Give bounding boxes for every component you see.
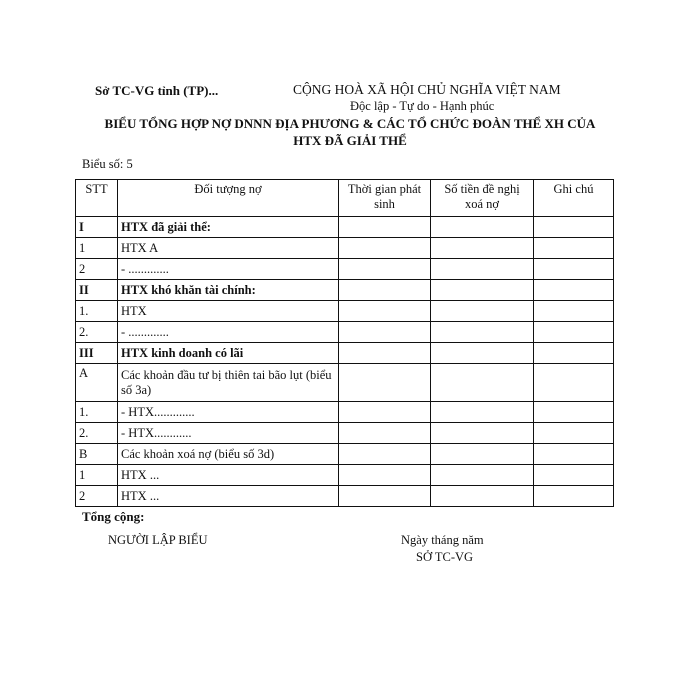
date-line: Ngày tháng năm	[401, 533, 484, 547]
row-arising-time	[339, 343, 431, 364]
row-arising-time	[339, 364, 431, 402]
debt-summary-table	[75, 179, 614, 507]
row-notes	[534, 343, 614, 364]
row-writeoff-amount	[431, 259, 534, 280]
preparer-signature-label: NGƯỜI LẬP BIỂU	[108, 533, 208, 547]
row-debtor: - HTX.............	[118, 402, 339, 423]
total-label: Tổng cộng:	[82, 509, 145, 524]
table-row	[76, 486, 614, 507]
table-row	[76, 364, 614, 402]
table-row	[76, 301, 614, 322]
row-debtor: HTX	[118, 301, 339, 322]
row-debtor: HTX A	[118, 238, 339, 259]
table-row	[76, 465, 614, 486]
document-title-line-1: BIỂU TỔNG HỢP NỢ DNNN ĐỊA PHƯƠNG & CÁC TỔ CHỨC ĐOÀN THỂ XH CỦA	[104, 116, 596, 131]
row-arising-time	[339, 238, 431, 259]
row-notes	[534, 217, 614, 238]
row-arising-time	[339, 217, 431, 238]
national-motto: Độc lập - Tự do - Hạnh phúc	[350, 99, 495, 113]
row-debtor: HTX đã giải thể:	[118, 217, 339, 238]
department-name: Sở TC-VG tỉnh (TP)...	[95, 83, 219, 98]
row-stt: 1	[76, 238, 118, 259]
column-header-debtor: Đối tượng nợ	[118, 180, 339, 217]
table-row	[76, 322, 614, 343]
table-row	[76, 444, 614, 465]
row-arising-time	[339, 444, 431, 465]
row-debtor: Các khoản đầu tư bị thiên tai bão lụt (biểu số 3a)	[118, 364, 339, 402]
row-notes	[534, 238, 614, 259]
row-stt: II	[76, 280, 118, 301]
row-stt: III	[76, 343, 118, 364]
row-debtor: HTX kinh doanh có lãi	[118, 343, 339, 364]
row-stt: A	[76, 364, 118, 402]
row-writeoff-amount	[431, 423, 534, 444]
table-row	[76, 280, 614, 301]
row-debtor: - .............	[118, 322, 339, 343]
column-header-writeoff-amount: Số tiền đề nghị xoá nợ	[431, 180, 534, 217]
row-writeoff-amount	[431, 465, 534, 486]
row-stt: 1.	[76, 402, 118, 423]
row-arising-time	[339, 465, 431, 486]
row-stt: 1.	[76, 301, 118, 322]
row-notes	[534, 423, 614, 444]
row-writeoff-amount	[431, 238, 534, 259]
form-number: Biểu số: 5	[82, 157, 133, 171]
country-name: CỘNG HOÀ XÃ HỘI CHỦ NGHĨA VIỆT NAM	[293, 82, 561, 97]
row-stt: 2.	[76, 322, 118, 343]
row-stt: 2	[76, 486, 118, 507]
row-notes	[534, 259, 614, 280]
row-notes	[534, 301, 614, 322]
row-arising-time	[339, 280, 431, 301]
row-debtor: - HTX............	[118, 423, 339, 444]
row-writeoff-amount	[431, 280, 534, 301]
row-debtor: HTX ...	[118, 465, 339, 486]
row-writeoff-amount	[431, 444, 534, 465]
row-arising-time	[339, 486, 431, 507]
row-notes	[534, 364, 614, 402]
row-writeoff-amount	[431, 402, 534, 423]
row-writeoff-amount	[431, 343, 534, 364]
row-writeoff-amount	[431, 217, 534, 238]
row-stt: 1	[76, 465, 118, 486]
table-row	[76, 423, 614, 444]
row-writeoff-amount	[431, 322, 534, 343]
row-arising-time	[339, 301, 431, 322]
column-header-notes: Ghi chú	[534, 180, 614, 217]
row-notes	[534, 322, 614, 343]
row-stt: B	[76, 444, 118, 465]
table-row	[76, 343, 614, 364]
row-debtor: - .............	[118, 259, 339, 280]
table-row	[76, 402, 614, 423]
row-arising-time	[339, 259, 431, 280]
table-row	[76, 259, 614, 280]
row-writeoff-amount	[431, 486, 534, 507]
row-debtor: HTX ...	[118, 486, 339, 507]
column-header-arising-time: Thời gian phát sinh	[339, 180, 431, 217]
row-writeoff-amount	[431, 364, 534, 402]
document-title-line-2: HTX ĐÃ GIẢI THỂ	[293, 133, 407, 148]
column-header-stt: STT	[76, 180, 118, 217]
row-arising-time	[339, 402, 431, 423]
row-notes	[534, 280, 614, 301]
row-writeoff-amount	[431, 301, 534, 322]
table-row	[76, 238, 614, 259]
table-row	[76, 217, 614, 238]
row-notes	[534, 486, 614, 507]
row-arising-time	[339, 322, 431, 343]
row-debtor: Các khoản xoá nợ (biểu số 3d)	[118, 444, 339, 465]
table-header-row	[76, 180, 614, 217]
row-stt: 2.	[76, 423, 118, 444]
organization-signature-label: SỞ TC-VG	[416, 550, 474, 564]
row-debtor: HTX khó khăn tài chính:	[118, 280, 339, 301]
row-stt: I	[76, 217, 118, 238]
row-arising-time	[339, 423, 431, 444]
row-notes	[534, 444, 614, 465]
row-notes	[534, 402, 614, 423]
row-notes	[534, 465, 614, 486]
row-stt: 2	[76, 259, 118, 280]
